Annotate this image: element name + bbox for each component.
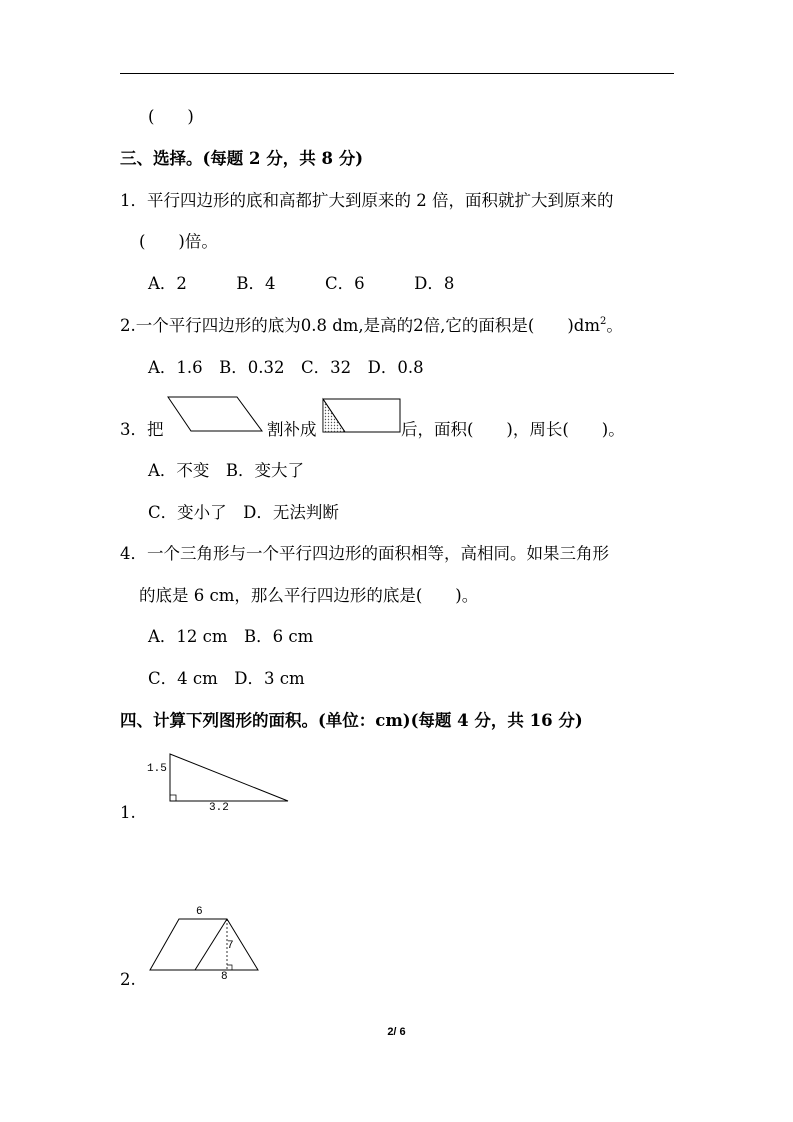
top-answer-paren: ( ) [148,107,194,126]
q3-number: 3．把 [120,420,164,439]
section-4-title: 四、计算下列图形的面积。(单位：cm)(每题 4 分，共 16 分) [120,711,583,730]
q3-mid: 割补成 [267,420,317,439]
q1-options: A．2 B．4 C．6 D．8 [148,274,455,293]
section-3-title: 三、选择。(每题 2 分，共 8 分) [120,149,364,168]
fig2-top-label: 6 [196,906,203,918]
parallelogram-figure [165,396,265,434]
q4-options-1: A．12 cm B．6 cm [148,627,314,646]
fig1-height-label: 1.5 [147,763,167,775]
q1-line2: ( )倍。 [139,232,218,251]
header-rule [120,73,674,74]
trapezoid-figure [148,914,262,974]
page-number: 2/ 6 [387,1026,406,1038]
right-triangle-figure [168,752,293,820]
q4-options-2: C．4 cm D．3 cm [148,669,305,688]
q4-line1: 4．一个三角形与一个平行四边形的面积相等，高相同。如果三角形 [120,544,609,563]
q3-options-1: A．不变 B．变大了 [148,461,305,480]
fig2-height-label: 7 [227,940,234,952]
q2-unit-exponent: 2 [600,316,607,327]
q2-options: A．1.6 B．0.32 C．32 D．0.8 [148,358,424,377]
q2-stem: 2.一个平行四边形的底为0.8 dm,是高的2倍,它的面积是( )dm [120,316,601,335]
q2-end: 。 [606,316,623,335]
rectangle-figure [321,397,403,435]
fig2-number: 2. [120,970,136,989]
q4-line2: 的底是 6 cm，那么平行四边形的底是( )。 [139,586,479,605]
q2-text [120,314,623,338]
fig1-base-label: 3.2 [209,802,229,814]
q3-options-2: C．变小了 D．无法判断 [148,503,339,522]
fig1-number: 1. [120,803,136,822]
q1-line1: 1．平行四边形的底和高都扩大到原来的 2 倍，面积就扩大到原来的 [120,191,614,210]
q3-end: 后，面积( )，周长( )。 [401,420,625,439]
fig2-base-label: 8 [221,971,228,983]
